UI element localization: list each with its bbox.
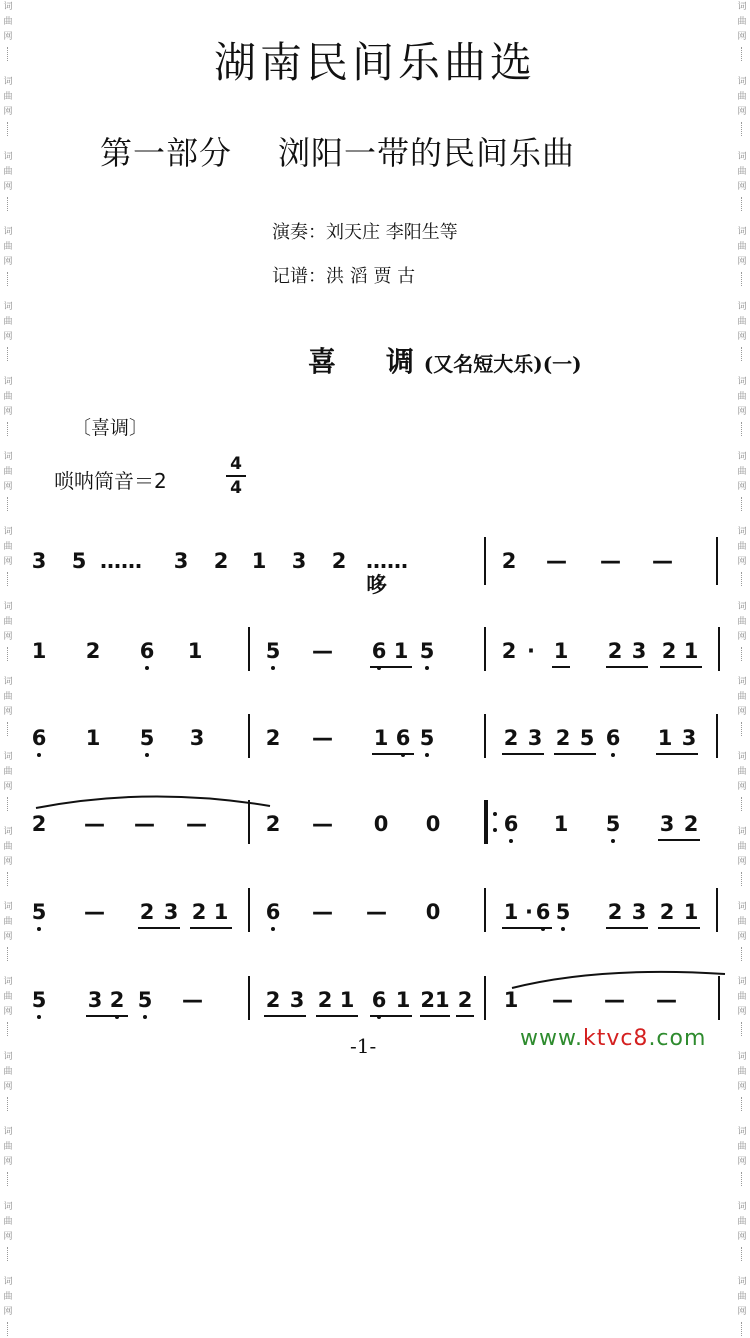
side-watermark-char: 网 (3, 107, 13, 117)
side-watermark-char: 曲 (3, 317, 13, 327)
side-watermark-char: 词 (737, 977, 747, 987)
side-watermark-char: 网 (3, 407, 13, 417)
sustain-dash: — (84, 812, 105, 836)
score-note: 5 (265, 639, 281, 663)
side-watermark-char: 词 (737, 1202, 747, 1212)
side-watermark-char: 词 (3, 827, 13, 837)
score-note: 2 (331, 549, 347, 573)
side-watermark-char: 网 (737, 932, 747, 942)
side-watermark-char: 网 (3, 182, 13, 192)
page-number: -1- (350, 1034, 377, 1058)
score-note: 5 (71, 549, 87, 573)
side-watermark-char: 词 (3, 752, 13, 762)
score-note: 2 (85, 639, 101, 663)
subtitle-name: 浏阳一带的民间乐曲 (278, 134, 576, 172)
side-watermark-char: 网 (737, 257, 747, 267)
sustain-dash: — (652, 549, 673, 573)
side-watermark-char: 网 (737, 557, 747, 567)
side-watermark-char: 曲 (3, 242, 13, 252)
score-note: 2 (109, 988, 125, 1012)
side-watermark-char: 曲 (3, 17, 13, 27)
side-watermark-char: 曲 (737, 242, 747, 252)
score-note: 1 (31, 639, 47, 663)
side-watermark-char: 曲 (737, 317, 747, 327)
score-note: 3 (527, 726, 543, 750)
score-note: 6 (139, 639, 155, 663)
score-note: 2 (555, 726, 571, 750)
side-watermark-char: 曲 (737, 1292, 747, 1302)
side-watermark-char: 曲 (3, 1067, 13, 1077)
score-note: 6 (503, 812, 519, 836)
watermark-part-c: .com (648, 1026, 707, 1051)
side-watermark-char: 曲 (737, 167, 747, 177)
side-watermark-char: 词 (3, 302, 13, 312)
sustain-dash: — (312, 639, 333, 663)
score-note: 2 (501, 639, 517, 663)
side-watermark-char: 网 (737, 107, 747, 117)
score-note: 3 (291, 549, 307, 573)
side-watermark-char: 网 (3, 1307, 13, 1317)
performers-credit: 演奏：刘天庄 李阳生等 (272, 222, 458, 243)
piece-alt-name: (又名短大乐)(一) (423, 352, 582, 376)
score-note: 6 (605, 726, 621, 750)
score-note: 1 (85, 726, 101, 750)
score-note: 1 (553, 812, 569, 836)
sustain-dash: — (312, 900, 333, 924)
side-watermark-char: 曲 (3, 617, 13, 627)
side-watermark-group (737, 1125, 746, 1188)
score-note: · (527, 639, 535, 663)
sustain-dash: — (312, 726, 333, 750)
side-watermark-char: 曲 (737, 767, 747, 777)
side-watermark-char: 网 (737, 1007, 747, 1017)
side-watermark-char: 词 (737, 452, 747, 462)
side-watermark-char: 曲 (3, 392, 13, 402)
sustain-dash: — (656, 988, 677, 1012)
slur-row4 (36, 796, 270, 808)
side-watermark-char: 词 (3, 2, 13, 12)
side-watermark-char: 网 (737, 1157, 747, 1167)
score-note: 1 (553, 639, 569, 663)
side-watermark-char: 曲 (3, 467, 13, 477)
side-watermark-char: 词 (3, 677, 13, 687)
score-note: 6 (395, 726, 411, 750)
side-watermark-char: 网 (3, 707, 13, 717)
score-note: 1 (503, 900, 519, 924)
side-watermark-char: 词 (737, 827, 747, 837)
side-watermark-char: 曲 (3, 842, 13, 852)
side-watermark-group (737, 1275, 746, 1338)
side-watermark-char: 网 (3, 1232, 13, 1242)
score-note: 0 (425, 812, 441, 836)
side-watermark-char: 词 (737, 1052, 747, 1062)
score-note: 1 (393, 639, 409, 663)
sustain-dash: — (546, 549, 567, 573)
side-watermark-char: 网 (3, 557, 13, 567)
score-note: 1 (213, 900, 229, 924)
side-watermark-char: 词 (3, 527, 13, 537)
side-watermark-char: 曲 (737, 1067, 747, 1077)
transcribers-credit: 记谱：洪 滔 贾 古 (272, 266, 416, 287)
score-note: 5 (31, 988, 47, 1012)
side-watermark-char: 词 (737, 677, 747, 687)
score-note: 3 (631, 639, 647, 663)
side-watermark-char: 曲 (3, 1217, 13, 1227)
score-note: 3 (189, 726, 205, 750)
score-note: 3 (659, 812, 675, 836)
score-note: 1 (187, 639, 203, 663)
side-watermark-char: 词 (3, 152, 13, 162)
score-note: 6 (535, 900, 551, 924)
side-watermark-char: 曲 (737, 92, 747, 102)
side-watermark-char: 曲 (3, 692, 13, 702)
score-note: 1 (657, 726, 673, 750)
side-watermark-char: 网 (3, 932, 13, 942)
side-watermark-char: 曲 (3, 992, 13, 1002)
side-watermark-char: 词 (737, 902, 747, 912)
side-watermark-char: 词 (3, 1127, 13, 1137)
side-watermark-char: 词 (737, 77, 747, 87)
score-note: 5 (555, 900, 571, 924)
key-label: 〔喜调〕 (72, 417, 149, 439)
side-watermark-char: 网 (3, 857, 13, 867)
side-watermark-char: 曲 (737, 17, 747, 27)
side-watermark-char: 网 (737, 332, 747, 342)
score-note: 2 (213, 549, 229, 573)
score-note: 2 (265, 812, 281, 836)
score-note: 6 (371, 988, 387, 1012)
side-watermark-char: 词 (737, 1127, 747, 1137)
side-watermark-char: 词 (737, 377, 747, 387)
side-watermark-char: 曲 (3, 542, 13, 552)
score-note: 5 (579, 726, 595, 750)
side-watermark-char: 曲 (737, 1217, 747, 1227)
side-watermark-char: 词 (3, 902, 13, 912)
side-watermark-char: 网 (737, 482, 747, 492)
score-note: 2 (139, 900, 155, 924)
score-note: 2 (317, 988, 333, 1012)
slur-row6 (512, 972, 725, 988)
score-note: 2 (31, 812, 47, 836)
score-note: 2 (457, 988, 473, 1012)
score-note: 5 (137, 988, 153, 1012)
side-watermark-char: 网 (737, 32, 747, 42)
side-watermark-char: 网 (737, 407, 747, 417)
side-watermark-group (3, 1125, 12, 1188)
side-watermark-group (3, 1275, 12, 1338)
side-watermark-char: 词 (3, 602, 13, 612)
site-watermark (520, 1026, 706, 1051)
score-note: 1 (251, 549, 267, 573)
side-watermark-char: 词 (737, 752, 747, 762)
ellipsis: …… (100, 549, 142, 573)
side-watermark-char: 词 (3, 227, 13, 237)
side-watermark-char: 词 (737, 527, 747, 537)
score-note: 5 (419, 639, 435, 663)
side-watermark-char: 曲 (737, 917, 747, 927)
side-watermark-char: 网 (737, 707, 747, 717)
sustain-dash: — (182, 988, 203, 1012)
side-watermark-char: 网 (3, 482, 13, 492)
side-watermark-char: 网 (3, 332, 13, 342)
piece-title-char-2: 调 (386, 345, 415, 378)
score-note: 2 (659, 900, 675, 924)
side-watermark-group (3, 1200, 12, 1263)
score-note: 1 (339, 988, 355, 1012)
score-note: 2 (607, 900, 623, 924)
score-note: 2 (265, 988, 281, 1012)
side-watermark-char: 曲 (737, 467, 747, 477)
subtitle-part: 第一部分 (100, 134, 233, 172)
score-note: 2 (683, 812, 699, 836)
side-watermark-char: 词 (3, 1277, 13, 1287)
score-note: 3 (681, 726, 697, 750)
side-watermark-char: 曲 (737, 392, 747, 402)
side-watermark-char: 曲 (737, 992, 747, 1002)
side-watermark-char: 曲 (3, 1142, 13, 1152)
score-note: 2 (607, 639, 623, 663)
side-watermark-char: 网 (737, 1232, 747, 1242)
score-note: 1 (683, 639, 699, 663)
side-watermark-char: 词 (737, 152, 747, 162)
time-signature-top: 4 (230, 454, 242, 474)
side-watermark-char: 曲 (737, 842, 747, 852)
side-watermark-char: 词 (3, 452, 13, 462)
side-watermark-char: 词 (737, 302, 747, 312)
side-watermark-char: 词 (3, 77, 13, 87)
side-watermark-char: 网 (3, 1157, 13, 1167)
side-watermark-char: 网 (737, 857, 747, 867)
score-note: 3 (31, 549, 47, 573)
score-note: 1 (373, 726, 389, 750)
watermark-part-b: ktvc8 (582, 1026, 649, 1051)
side-watermark-char: 网 (737, 782, 747, 792)
sustain-dash: — (134, 812, 155, 836)
side-watermark-char: 曲 (3, 92, 13, 102)
side-watermark-char: 网 (3, 1082, 13, 1092)
side-watermark-char: 曲 (737, 1142, 747, 1152)
side-watermark-char: 词 (737, 2, 747, 12)
sustain-dash: — (312, 812, 333, 836)
side-watermark-char: 曲 (737, 692, 747, 702)
score-note: 1 (683, 900, 699, 924)
side-watermark-char: 曲 (3, 167, 13, 177)
side-watermark-char: 网 (3, 32, 13, 42)
side-watermark-char: 曲 (737, 617, 747, 627)
side-watermark-char: 词 (3, 977, 13, 987)
score-note: 2 (503, 726, 519, 750)
score-note: 5 (605, 812, 621, 836)
side-watermark-char: 网 (737, 632, 747, 642)
side-watermark-group (737, 1200, 746, 1263)
side-watermark-char: 词 (737, 1277, 747, 1287)
sustain-dash: — (600, 549, 621, 573)
watermark-part-a: www. (520, 1026, 583, 1051)
score-note: 3 (289, 988, 305, 1012)
score-note: 6 (31, 726, 47, 750)
side-watermark-char: 网 (3, 257, 13, 267)
side-watermark-char: 曲 (3, 917, 13, 927)
side-watermark-char: 词 (3, 1052, 13, 1062)
side-watermark-char: 词 (737, 602, 747, 612)
side-watermark-char: 网 (3, 632, 13, 642)
score-note: 3 (631, 900, 647, 924)
side-watermark-char: 网 (3, 782, 13, 792)
score-note: 0 (373, 812, 389, 836)
sustain-dash: — (366, 900, 387, 924)
score-note: 2 (191, 900, 207, 924)
score-note: 2 (265, 726, 281, 750)
side-watermark-char: 词 (3, 377, 13, 387)
side-watermark-char: 曲 (3, 1292, 13, 1302)
score-note: 1 (503, 988, 519, 1012)
score-note: 0 (425, 900, 441, 924)
page-title: 湖南民间乐曲选 (213, 38, 536, 87)
score-note: 5 (139, 726, 155, 750)
score-note: 3 (173, 549, 189, 573)
score-note: 1 (395, 988, 411, 1012)
sustain-dash: — (552, 988, 573, 1012)
score-note: 3 (87, 988, 103, 1012)
side-watermark-char: 曲 (737, 542, 747, 552)
side-watermark-char: 网 (737, 1082, 747, 1092)
score-note: 6 (265, 900, 281, 924)
side-watermark-char: 网 (3, 1007, 13, 1017)
score-note: 5 (419, 726, 435, 750)
side-watermark-char: 词 (737, 227, 747, 237)
side-watermark-char: 网 (737, 1307, 747, 1317)
score-note: 3 (163, 900, 179, 924)
side-watermark-char: 曲 (3, 767, 13, 777)
sustain-dash: — (84, 900, 105, 924)
sustain-dash: — (186, 812, 207, 836)
time-signature-bottom: 4 (230, 478, 242, 498)
score-note: · (525, 900, 533, 924)
side-watermark-char: 网 (737, 182, 747, 192)
score-note: 21 (420, 988, 450, 1012)
side-watermark-char: 词 (3, 1202, 13, 1212)
score-note: 6 (371, 639, 387, 663)
piece-title-char-1: 喜 (308, 345, 337, 378)
tempo-label: 唢呐筒音＝2 (54, 469, 167, 493)
score-note: 2 (661, 639, 677, 663)
sustain-dash: — (604, 988, 625, 1012)
score-note: 5 (31, 900, 47, 924)
trailing-text: ……哆 (366, 549, 408, 597)
score-note: 2 (501, 549, 517, 573)
